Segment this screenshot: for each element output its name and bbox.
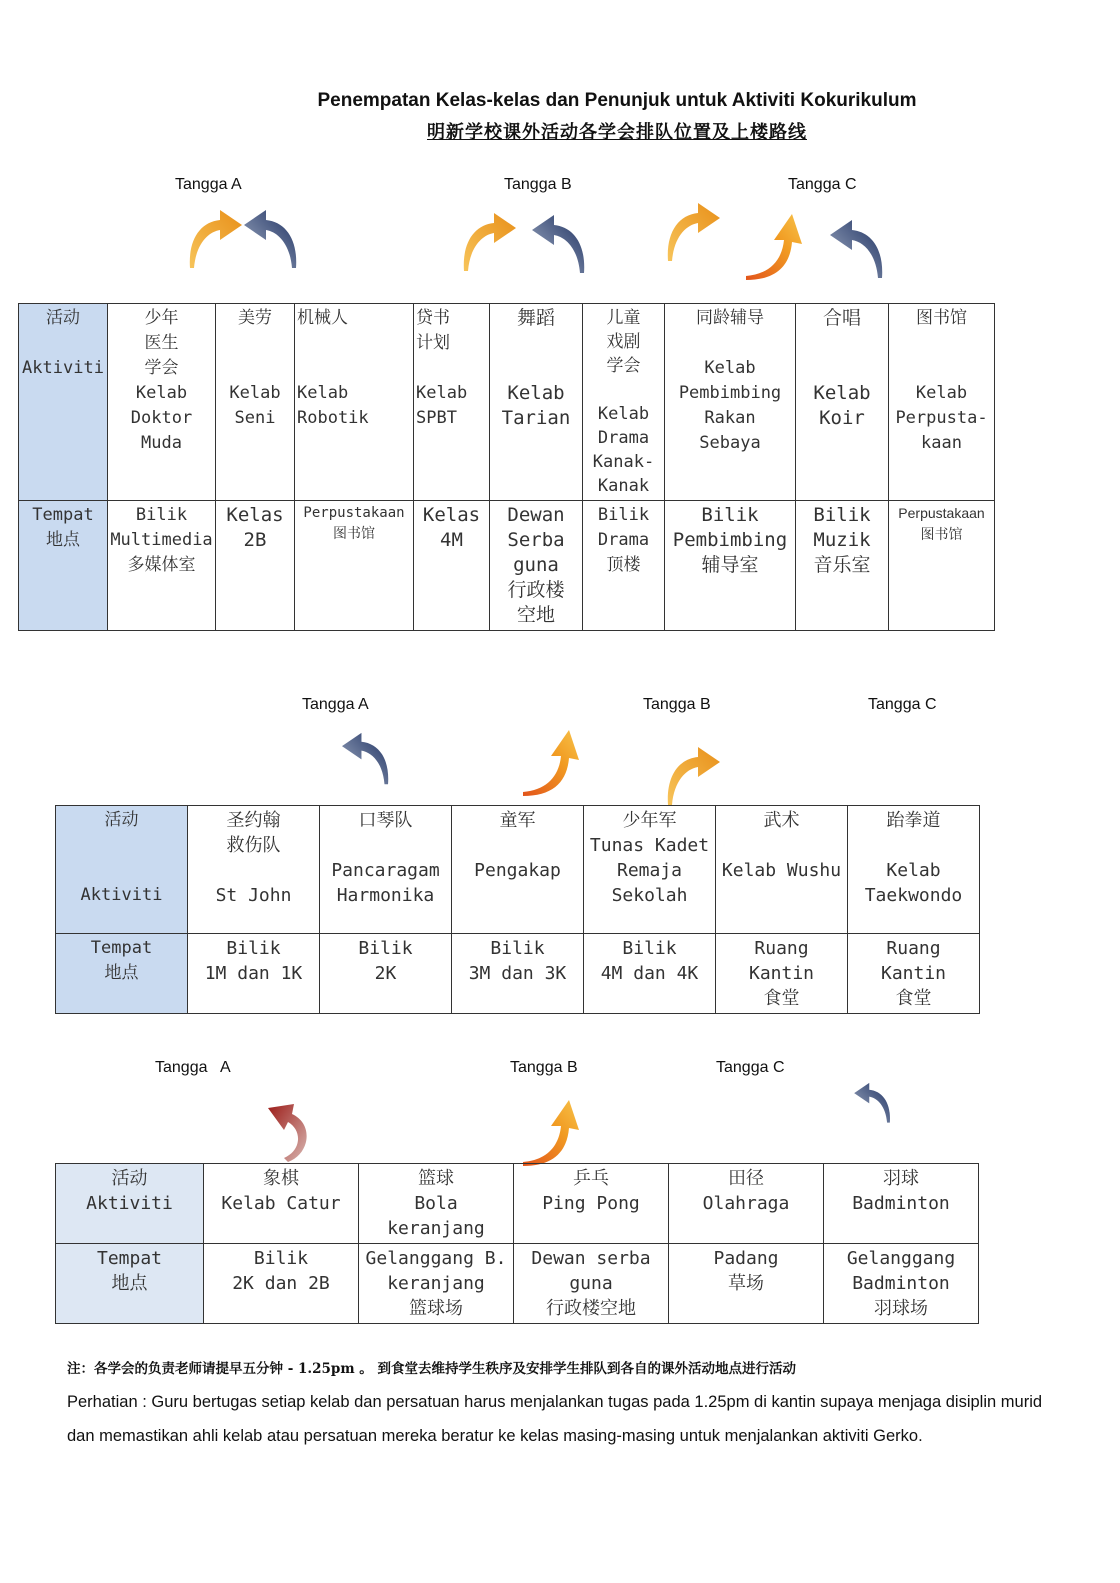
note-chinese: 注：各学会的负责老师请提早五分钟 - 1.25pm 。 到食堂去维持学生秩序及安排学生排队到各自的课外活动地点进行活动 bbox=[67, 1361, 797, 1377]
stair-label-b: Tangga B bbox=[504, 176, 572, 193]
table-row bbox=[19, 304, 995, 501]
stair-label-c: Tangga C bbox=[868, 696, 937, 713]
navy-up-left-arrow-icon bbox=[240, 200, 300, 270]
place-cell: Bilik 2K dan 2B bbox=[204, 1244, 359, 1324]
place-cell: Bilik 2K bbox=[320, 934, 452, 1014]
row-label-place: Tempat 地点 bbox=[19, 501, 108, 631]
orange-up-right-arrow-icon bbox=[664, 737, 724, 807]
row-label-activity: 活动 Aktiviti bbox=[56, 806, 188, 934]
activity-cell: 武术 Kelab Wushu bbox=[716, 806, 848, 934]
activity-cell: 田径 Olahraga bbox=[669, 1164, 824, 1244]
place-cell: Dewan Serba guna 行政楼 空地 bbox=[490, 501, 583, 631]
place-cell: Gelanggang B. keranjang 篮球场 bbox=[359, 1244, 514, 1324]
orange-up-right-arrow-icon bbox=[521, 1096, 581, 1166]
place-cell: Kelas 2B bbox=[216, 501, 295, 631]
stair-label-c: Tangga C bbox=[716, 1059, 785, 1076]
activity-cell: 羽球 Badminton bbox=[824, 1164, 979, 1244]
activity-cell: 少年 医生 学会 Kelab Doktor Muda bbox=[108, 304, 216, 501]
activity-cell: 象棋 Kelab Catur bbox=[204, 1164, 359, 1244]
place-cell: Bilik Pembimbing 辅导室 bbox=[665, 501, 796, 631]
note-malay-line1: Perhatian : Guru bertugas setiap kelab dan persatuan harus menjalankan tugas pada 1.25pm di kantin supaya menjaga disiplin murid bbox=[67, 1393, 1043, 1411]
orange-up-right-arrow-icon bbox=[460, 203, 520, 273]
stair-label-a: Tangga A bbox=[302, 696, 369, 713]
activity-cell: 同龄辅导 Kelab Pembimbing Rakan Sebaya bbox=[665, 304, 796, 501]
activity-table-3 bbox=[55, 1163, 979, 1324]
stair-label-c: Tangga C bbox=[788, 176, 857, 193]
place-cell: Ruang Kantin 食堂 bbox=[716, 934, 848, 1014]
place-cell: Bilik 1M dan 1K bbox=[188, 934, 320, 1014]
activity-cell: 美劳 Kelab Seni bbox=[216, 304, 295, 501]
activity-cell: 口琴队 Pancaragam Harmonika bbox=[320, 806, 452, 934]
place-cell: Perpustakaan 图书馆 bbox=[889, 501, 995, 631]
activity-cell: 舞蹈 Kelab Tarian bbox=[490, 304, 583, 501]
page-title: Penempatan Kelas-kelas dan Penunjuk untuk Aktiviti Kokurikulum bbox=[317, 90, 917, 111]
activity-cell: 贷书 计划 Kelab SPBT bbox=[414, 304, 490, 501]
orange-up-right-arrow-icon bbox=[521, 726, 581, 796]
activity-cell: 儿童 戏剧 学会 Kelab Drama Kanak- Kanak bbox=[583, 304, 665, 501]
note-malay-line2: dan memastikan ahli kelab atau persatuan mereka beratur ke kelas masing-masing untuk menjalankan aktiviti Gerko. bbox=[67, 1427, 923, 1445]
row-label-place: Tempat 地点 bbox=[56, 934, 188, 1014]
place-cell: Padang 草场 bbox=[669, 1244, 824, 1324]
navy-up-left-arrow-icon bbox=[528, 205, 588, 275]
table-row bbox=[56, 806, 980, 934]
place-cell: Kelas 4M bbox=[414, 501, 490, 631]
table-row bbox=[19, 501, 995, 631]
place-cell: Bilik 3M dan 3K bbox=[452, 934, 584, 1014]
stair-label-a: Tangga A bbox=[175, 176, 242, 193]
orange-up-right-arrow-icon bbox=[744, 210, 804, 280]
activity-cell: 跆拳道 Kelab Taekwondo bbox=[848, 806, 980, 934]
stair-label-a: Tangga A bbox=[155, 1059, 231, 1076]
place-cell: Dewan serba guna 行政楼空地 bbox=[514, 1244, 669, 1324]
red-curve-arrow-icon bbox=[258, 1094, 318, 1164]
table-row bbox=[56, 1244, 979, 1324]
activity-cell: 圣约翰 救伤队 St John bbox=[188, 806, 320, 934]
place-cell: Bilik Multimedia 多媒体室 bbox=[108, 501, 216, 631]
table-row bbox=[56, 934, 980, 1014]
activity-cell: 乒乓 Ping Pong bbox=[514, 1164, 669, 1244]
place-cell: Bilik Drama 顶楼 bbox=[583, 501, 665, 631]
navy-up-left-arrow-icon bbox=[337, 724, 393, 786]
orange-up-right-arrow-icon bbox=[186, 200, 246, 270]
table-row bbox=[56, 1164, 979, 1244]
activity-cell: 篮球 Bola keranjang bbox=[359, 1164, 514, 1244]
stair-label-b: Tangga B bbox=[643, 696, 711, 713]
row-label-place: Tempat 地点 bbox=[56, 1244, 204, 1324]
row-label-activity: 活动 Aktiviti bbox=[56, 1164, 204, 1244]
navy-up-left-arrow-icon bbox=[826, 210, 886, 280]
activity-cell: 少年军 Tunas Kadet Remaja Sekolah bbox=[584, 806, 716, 934]
activity-cell: 童军 Pengakap bbox=[452, 806, 584, 934]
navy-up-left-arrow-icon bbox=[846, 1076, 898, 1124]
orange-up-right-arrow-icon bbox=[664, 193, 724, 263]
page-title-chinese: 明新学校课外活动各学会排队位置及上楼路线 bbox=[427, 122, 807, 143]
activity-cell: 合唱 Kelab Koir bbox=[796, 304, 889, 501]
place-cell: Bilik Muzik 音乐室 bbox=[796, 501, 889, 631]
activity-cell: 机械人 Kelab Robotik bbox=[295, 304, 414, 501]
activity-table-2 bbox=[55, 805, 980, 1014]
place-cell: Gelanggang Badminton 羽球场 bbox=[824, 1244, 979, 1324]
activity-cell: 图书馆 Kelab Perpusta- kaan bbox=[889, 304, 995, 501]
row-label-activity: 活动 Aktiviti bbox=[19, 304, 108, 501]
stair-label-b: Tangga B bbox=[510, 1059, 578, 1076]
place-cell: Bilik 4M dan 4K bbox=[584, 934, 716, 1014]
place-cell: Perpustakaan 图书馆 bbox=[295, 501, 414, 631]
place-cell: Ruang Kantin 食堂 bbox=[848, 934, 980, 1014]
activity-table-1 bbox=[18, 303, 995, 631]
